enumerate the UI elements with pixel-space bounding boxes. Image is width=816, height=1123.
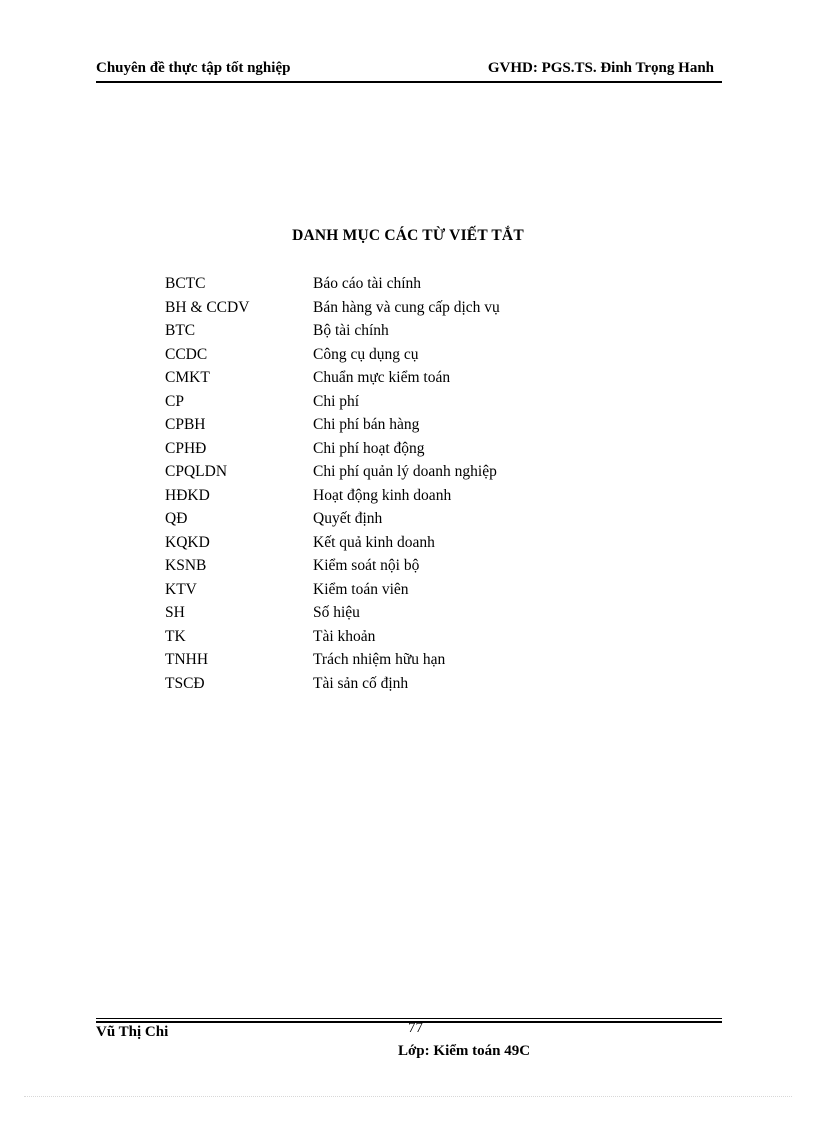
abbreviation-code: CCDC (165, 345, 208, 363)
abbreviation-code: CPHĐ (165, 439, 207, 457)
abbreviation-code: SH (165, 604, 185, 621)
abbreviation-row (165, 648, 645, 672)
abbreviation-row (165, 484, 645, 508)
abbreviation-row (165, 460, 645, 484)
abbreviation-meaning: Chuẩn mực kiểm toán (313, 369, 451, 386)
abbreviation-meaning: Quyết định (313, 510, 383, 527)
abbreviation-row (165, 437, 645, 461)
header-advisor: GVHD: PGS.TS. Đinh Trọng Hanh (487, 60, 714, 76)
abbreviation-row (165, 531, 645, 555)
abbreviation-row (165, 319, 645, 343)
abbreviation-row (165, 366, 645, 390)
abbreviation-meaning: Công cụ dụng cụ (313, 345, 419, 363)
abbreviation-code: QĐ (165, 510, 188, 527)
abbreviation-row (165, 296, 645, 320)
abbreviation-code: TK (165, 627, 186, 645)
abbreviation-meaning: Tài sản cố định (313, 674, 409, 692)
abbreviation-row (165, 578, 645, 602)
page-number: 77 (408, 1020, 423, 1036)
abbreviation-meaning: Tài khoản (313, 627, 376, 645)
header-divider (96, 81, 722, 83)
abbreviation-code: TNHH (165, 651, 209, 668)
abbreviation-meaning: Kiểm toán viên (313, 580, 409, 598)
abbreviation-meaning: Bán hàng và cung cấp dịch vụ (313, 298, 500, 316)
abbreviation-meaning: Bộ tài chính (313, 322, 389, 339)
page-title: DANH MỤC CÁC TỪ VIẾT TẮT (292, 227, 524, 244)
abbreviation-row (165, 625, 645, 649)
abbreviation-meaning: Chi phí quản lý doanh nghiệp (313, 463, 497, 480)
abbreviation-meaning: Hoạt động kinh doanh (313, 486, 452, 504)
footer-divider-thin (96, 1018, 722, 1019)
footer-author: Vũ Thị Chi (96, 1024, 169, 1040)
abbreviation-code: BTC (165, 322, 196, 339)
abbreviation-row (165, 554, 645, 578)
page-bottom-border (24, 1096, 792, 1097)
page-header (96, 60, 722, 82)
abbreviation-code: BCTC (165, 275, 206, 292)
abbreviation-row (165, 390, 645, 414)
abbreviation-code: CPQLDN (165, 463, 228, 480)
abbreviation-row (165, 601, 645, 625)
abbreviation-meaning: Kết quả kinh doanh (313, 533, 435, 551)
abbreviation-code: HĐKD (165, 486, 210, 504)
abbreviation-row (165, 343, 645, 367)
abbreviation-meaning: Trách nhiệm hữu hạn (313, 651, 446, 668)
abbreviation-code: KQKD (165, 533, 210, 551)
abbreviation-code: KTV (165, 580, 197, 598)
abbreviation-code: TSCĐ (165, 674, 205, 692)
abbreviation-row (165, 507, 645, 531)
abbreviation-meaning: Chi phí (313, 392, 360, 410)
abbreviation-list (165, 272, 645, 695)
abbreviation-code: CP (165, 392, 184, 410)
abbreviation-meaning: Kiểm soát nội bộ (313, 557, 420, 574)
abbreviation-code: CPBH (165, 416, 206, 433)
abbreviation-row (165, 272, 645, 296)
abbreviation-meaning: Số hiệu (313, 604, 360, 621)
abbreviation-meaning: Báo cáo tài chính (313, 275, 422, 292)
abbreviation-code: KSNB (165, 557, 207, 574)
abbreviation-row (165, 672, 645, 696)
footer-class-label: Lớp: Kiểm toán 49C (398, 1043, 531, 1059)
abbreviation-code: BH & CCDV (165, 298, 250, 316)
abbreviation-meaning: Chi phí bán hàng (313, 416, 420, 433)
abbreviation-meaning: Chi phí hoạt động (313, 439, 425, 457)
header-thesis-title: Chuyên đề thực tập tốt nghiệp (96, 60, 291, 76)
abbreviation-row (165, 413, 645, 437)
abbreviation-code: CMKT (165, 369, 210, 386)
